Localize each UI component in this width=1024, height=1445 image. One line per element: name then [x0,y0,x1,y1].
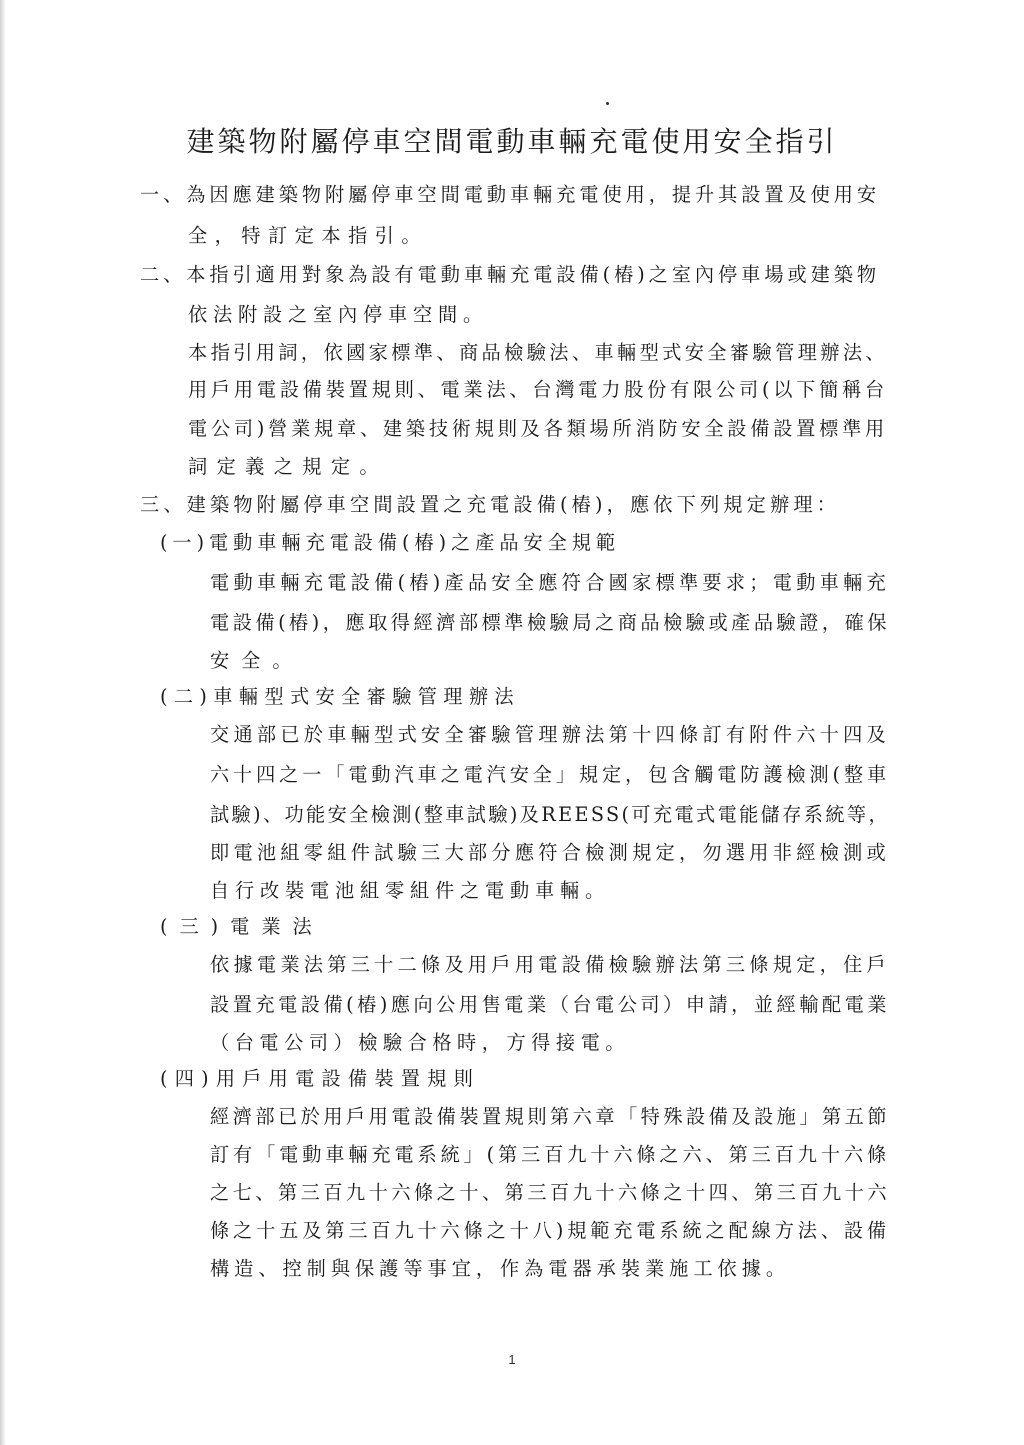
sub-clause-4-line-2: 訂有「電動車輛充電系統」(第三百九十六條之六、第三百九十六條 [210,1143,890,1166]
clause-2-para-line-4: 詞定義之規定。 [188,455,388,478]
clause-2-para-line-1: 本指引用詞，依國家標準、商品檢驗法、車輛型式安全審驗管理辦法、 [188,341,888,364]
sub-clause-1-line-1: 電動車輛充電設備(樁)產品安全應符合國家標準要求；電動車輛充 [210,571,890,594]
scan-edge-shadow [0,0,6,1445]
sub-clause-1-heading: (一)電動車輛充電設備(樁)之產品安全規範 [160,531,620,554]
sub-clause-2-line-4: 即電池組零組件試驗三大部分應符合檢測規定，勿選用非經檢測或 [210,841,890,864]
page-title: 建築物附屬停車空間電動車輛充電使用安全指引 [186,125,838,158]
sub-clause-3-heading: (三)電業法 [160,915,324,938]
sub-clause-1-line-2: 電設備(樁)，應取得經濟部標準檢驗局之商品檢驗或產品驗證，確保 [210,611,890,634]
sub-clause-2-line-5: 自行改裝電池組零組件之電動車輛。 [210,879,610,902]
sub-clause-4-line-1: 經濟部已於用戶用電設備裝置規則第六章「特殊設備及設施」第五節 [210,1105,890,1128]
sub-clause-4-heading: (四)用戶用電設備裝置規則 [160,1067,480,1090]
sub-clause-2-line-1: 交通部已於車輛型式安全審驗管理辦法第十四條訂有附件六十四及 [210,723,890,746]
sub-clause-4-line-3: 之七、第三百九十六條之十、第三百九十六條之十四、第三百九十六 [210,1181,890,1204]
sub-clause-2-line-2: 六十四之一「電動汽車之電汽安全」規定，包含觸電防護檢測(整車 [210,763,890,786]
clause-1-line-2: 全，特訂定本指引。 [188,224,428,247]
sub-clause-3-line-2: 設置充電設備(樁)應向公用售電業（台電公司）申請，並經輸配電業 [210,993,890,1016]
sub-clause-2-heading: (二)車輛型式安全審驗管理辦法 [160,685,520,708]
clause-2-para-line-2: 用戶用電設備裝置規則、電業法、台灣電力股份有限公司(以下簡稱台 [188,378,888,401]
sub-clause-3-line-3: （台電公司）檢驗合格時，方得接電。 [210,1031,630,1054]
scan-speck [606,102,609,105]
sub-clause-3-line-1: 依據電業法第三十二條及用戶用電設備檢驗辦法第三條規定，住戶 [210,953,890,976]
sub-clause-4-line-5: 構造、控制與保護等事宜，作為電器承裝業施工依據。 [210,1257,790,1280]
sub-clause-4-line-4: 條之十五及第三百九十六條之十八)規範充電系統之配線方法、設備 [210,1219,890,1242]
sub-clause-1-line-3: 安全。 [210,649,304,672]
clause-1-line-1: 一、為因應建築物附屬停車空間電動車輛充電使用，提升其設置及使用安 [140,183,880,206]
clause-2-line-2: 依法附設之室內停車空間。 [188,303,488,326]
clause-2-line-1: 二、本指引適用對象為設有電動車輛充電設備(樁)之室內停車場或建築物 [140,263,880,286]
page-number: 1 [508,1352,516,1367]
clause-2-para-line-3: 電公司)營業規章、建築技術規則及各類場所消防安全設備設置標準用 [188,417,888,440]
sub-clause-2-line-3: 試驗)、功能安全檢測(整車試驗)及REESS(可充電式電能儲存系統等， [210,803,890,826]
clause-3-line-1: 三、建築物附屬停車空間設置之充電設備(樁)，應依下列規定辦理： [140,493,840,516]
